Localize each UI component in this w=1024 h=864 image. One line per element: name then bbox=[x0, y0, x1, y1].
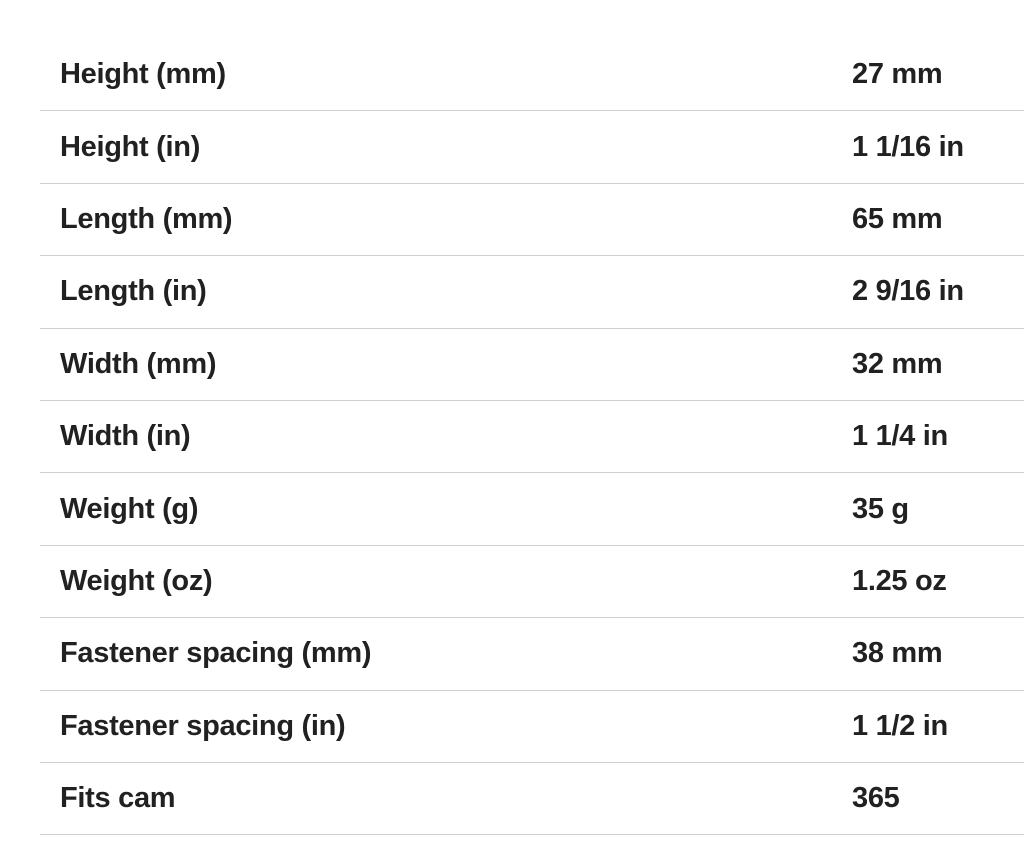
spec-label: Height (in) bbox=[60, 130, 201, 163]
spec-row bbox=[40, 329, 1024, 401]
spec-label: Fits cam bbox=[60, 782, 176, 815]
spec-value: 1 1/2 in bbox=[852, 709, 948, 742]
spec-row bbox=[40, 763, 1024, 835]
spec-row bbox=[40, 111, 1024, 183]
spec-value: 32 mm bbox=[852, 347, 943, 380]
spec-label: Weight (g) bbox=[60, 492, 199, 525]
spec-value: 365 bbox=[852, 782, 900, 815]
spec-value: 27 mm bbox=[852, 58, 943, 91]
spec-value: 1 1/16 in bbox=[852, 130, 964, 163]
spec-label: Length (in) bbox=[60, 275, 207, 308]
spec-label: Width (in) bbox=[60, 420, 191, 453]
spec-row bbox=[40, 184, 1024, 256]
spec-row bbox=[40, 618, 1024, 690]
spec-label: Fastener spacing (mm) bbox=[60, 637, 372, 670]
spec-row bbox=[40, 401, 1024, 473]
spec-value: 1.25 oz bbox=[852, 564, 947, 597]
spec-row bbox=[40, 256, 1024, 328]
spec-value: 2 9/16 in bbox=[852, 275, 964, 308]
spec-row bbox=[40, 691, 1024, 763]
spec-value: 35 g bbox=[852, 492, 909, 525]
spec-label: Weight (oz) bbox=[60, 564, 213, 597]
spec-value: 65 mm bbox=[852, 202, 943, 235]
spec-table bbox=[40, 0, 1024, 835]
spec-label: Fastener spacing (in) bbox=[60, 709, 346, 742]
spec-label: Length (mm) bbox=[60, 202, 233, 235]
spec-row bbox=[40, 39, 1024, 111]
spec-row bbox=[40, 473, 1024, 545]
spec-label: Width (mm) bbox=[60, 347, 217, 380]
spec-label: Height (mm) bbox=[60, 58, 226, 91]
spec-row bbox=[40, 546, 1024, 618]
spec-value: 38 mm bbox=[852, 637, 943, 670]
spec-value: 1 1/4 in bbox=[852, 420, 948, 453]
